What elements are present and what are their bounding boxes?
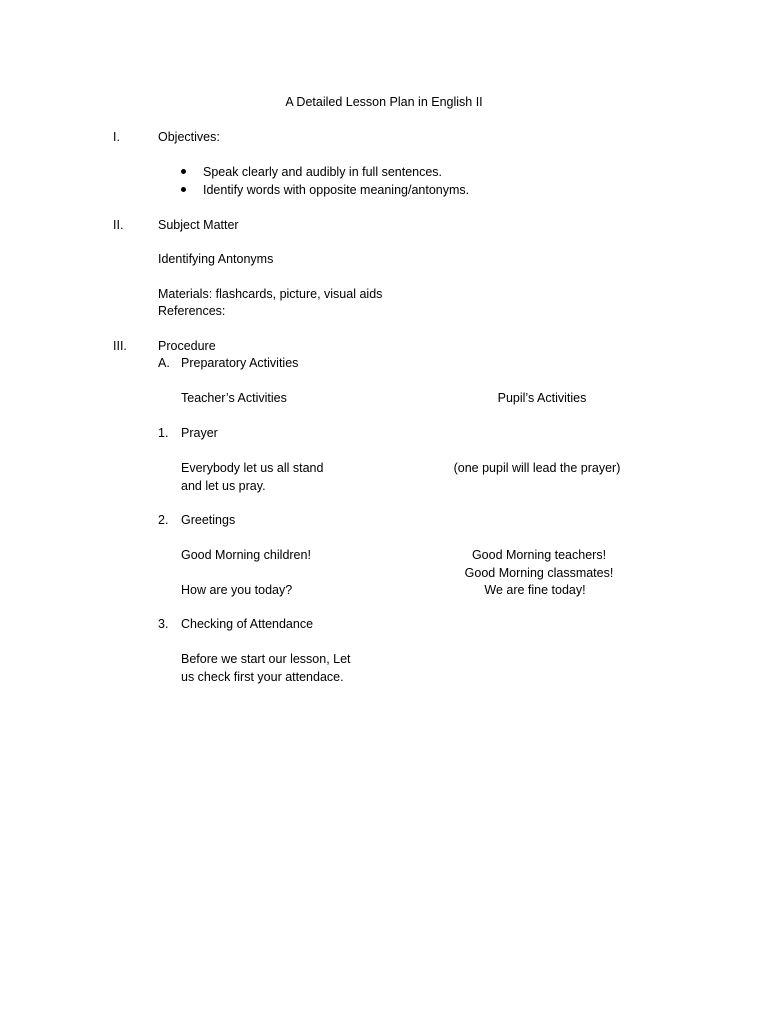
section-1-heading: Objectives: [158, 130, 220, 144]
section-2-numeral: II. [113, 218, 124, 232]
section-3-numeral: III. [113, 339, 127, 353]
objective-2: Identify words with opposite meaning/antonyms. [203, 183, 470, 197]
objective-1: Speak clearly and audibly in full sentences. [203, 165, 443, 179]
teacher-column-header: Teacher’s Activities [181, 391, 287, 405]
section-2-heading: Subject Matter [158, 218, 239, 232]
section-1-numeral: I. [113, 130, 120, 144]
step-2-pupil-line-1: Good Morning teachers! [471, 548, 607, 562]
step-1-number: 1. [158, 426, 169, 440]
materials-line: Materials: flashcards, picture, visual aids [158, 287, 383, 301]
pupil-column-header: Pupil’s Activities [497, 391, 587, 405]
bullet-icon [181, 187, 186, 192]
step-3-teacher-line-2: us check first your attendace. [181, 670, 344, 684]
step-3-teacher-line-1: Before we start our lesson, Let [181, 652, 351, 666]
step-1-teacher-line-1: Everybody let us all stand [181, 461, 324, 475]
step-2-pupil-line-2: Good Morning classmates! [464, 566, 614, 580]
subsection-heading: Preparatory Activities [181, 356, 299, 370]
section-3-heading: Procedure [158, 339, 216, 353]
subsection-letter: A. [158, 356, 170, 370]
step-2-label: Greetings [181, 513, 236, 527]
step-2-number: 2. [158, 513, 169, 527]
bullet-icon [181, 169, 186, 174]
page-title: A Detailed Lesson Plan in English II [285, 95, 483, 109]
step-1-label: Prayer [181, 426, 218, 440]
step-2-teacher-question: How are you today? [181, 583, 293, 597]
step-2-teacher-greeting: Good Morning children! [181, 548, 311, 562]
subject-topic: Identifying Antonyms [158, 252, 274, 266]
step-1-teacher-line-2: and let us pray. [181, 479, 266, 493]
step-1-pupil-line: (one pupil will lead the prayer) [453, 461, 621, 475]
references-line: References: [158, 304, 226, 318]
step-3-label: Checking of Attendance [181, 617, 314, 631]
step-3-number: 3. [158, 617, 169, 631]
step-2-pupil-line-3: We are fine today! [484, 583, 586, 597]
